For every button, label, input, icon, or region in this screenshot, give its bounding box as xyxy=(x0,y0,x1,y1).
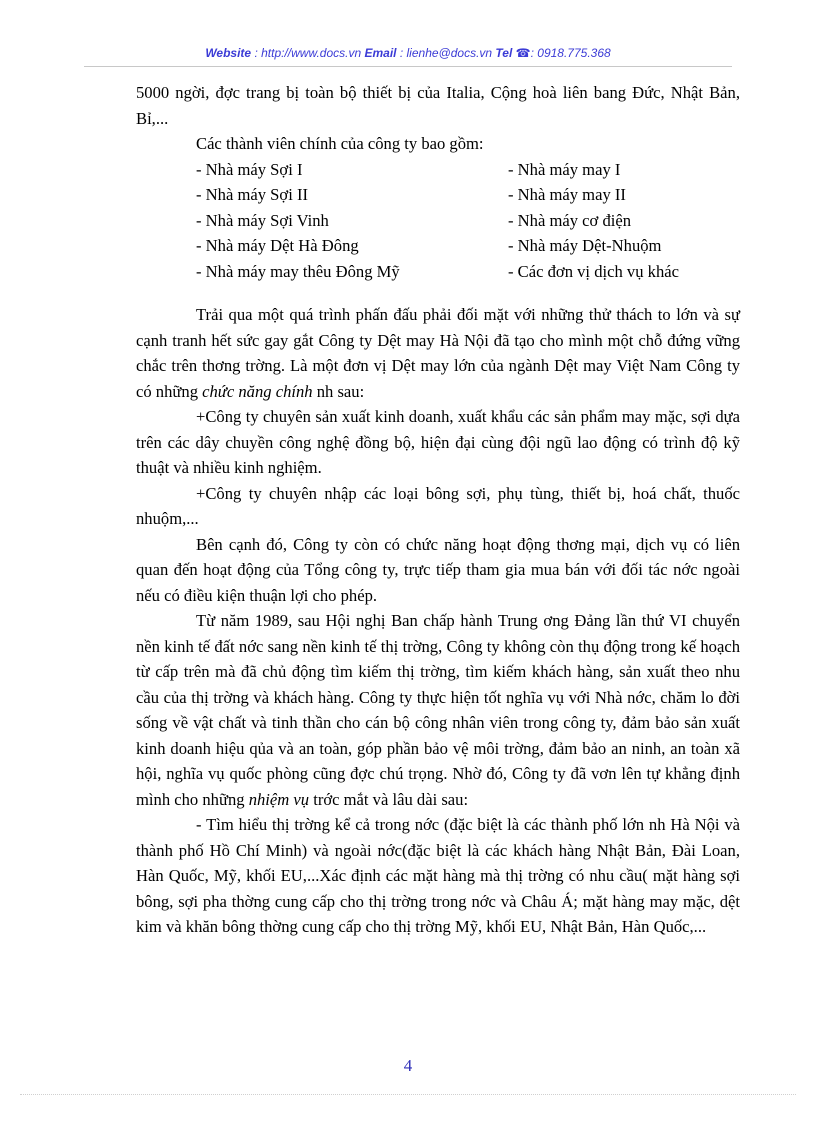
website-value: : http://www.docs.vn xyxy=(251,46,365,60)
member-right: - Nhà máy Dệt-Nhuộm xyxy=(508,236,662,255)
website-label: Website xyxy=(205,46,252,60)
member-left: - Nhà máy Sợi Vinh xyxy=(196,210,329,230)
tel-value: : 0918.775.368 xyxy=(530,46,611,60)
member-right: - Nhà máy may I xyxy=(508,159,621,179)
list-item xyxy=(196,259,740,285)
member-left: - Nhà máy Dệt Hà Đông xyxy=(196,236,359,255)
list-item xyxy=(196,182,740,208)
text-run: nh sau: xyxy=(312,381,365,401)
members-list xyxy=(196,157,740,285)
tel-label: Tel ☎ xyxy=(495,46,531,60)
member-left: - Nhà máy Sợi I xyxy=(196,159,303,179)
paragraph-trade: Bên cạnh đó, Công ty còn có chức năng hoạt động thơng mại, dịch vụ có liên quan đến hoạt động của Tổng công ty, trực tiếp tham gia mua bán với đối tác nớc ngoài nếu có điều kiện thuận lợi cho phép. xyxy=(136,534,740,605)
list-item xyxy=(196,233,740,259)
member-left: - Nhà máy Sợi II xyxy=(196,185,308,204)
list-item xyxy=(196,208,740,234)
paragraph-import: +Công ty chuyên nhập các loại bông sợi, phụ tùng, thiết bị, hoá chất, thuốc nhuộm,... xyxy=(136,483,740,528)
text-run: trớc mắt và lâu dài sau: xyxy=(309,789,469,809)
page-header xyxy=(0,46,816,60)
member-right: - Nhà máy cơ điện xyxy=(508,210,632,230)
footer-divider xyxy=(20,1094,796,1095)
paragraph-production: +Công ty chuyên sản xuất kinh doanh, xuất khẩu các sản phẩm may mặc, sợi dựa trên các dây chuyền công nghệ đồng bộ, hiện đại cùng đội ngũ lao động có trình độ kỹ thuật và nhiều kinh nghiệm. xyxy=(136,407,740,477)
member-right: - Các đơn vị dịch vụ khác xyxy=(508,261,679,281)
paragraph-functions xyxy=(136,302,740,404)
text-run: Từ năm 1989, sau Hội nghị Ban chấp hành Trung ơng Đảng lần thứ VI chuyển nền kinh tế đất nớc sang nền kinh tế thị trờng, Công ty không còn thụ động trong kế hoạch từ cấp trên mà đã chủ động tìm kiếm thị trờng, tìm kiếm khách hàng, sản xuất theo nhu cầu của thị trờng và khách hàng. Công ty thực hiện tốt nghĩa vụ với Nhà nớc, chăm lo đời sống về vật chất và tinh thần cho cán bộ công nhân viên trong công ty, đảm bảo sản xuất kinh doanh hiệu qủa và an toàn, góp phần bảo vệ môi trờng, đảm bảo an ninh, an toàn xã hội, nghĩa vụ quốc phòng cũng đợc chú trọng. Nhờ đó, Công ty đã vơn lên tự khẳng định mình cho những xyxy=(136,611,740,809)
header-divider xyxy=(84,66,732,67)
italic-term: nhiệm vụ xyxy=(248,789,310,809)
email-label: Email xyxy=(364,46,397,60)
page-number: 4 xyxy=(403,1056,413,1075)
list-item xyxy=(196,157,740,183)
member-left: - Nhà máy may thêu Đông Mỹ xyxy=(196,261,400,281)
email-value: : lienhe@docs.vn xyxy=(396,46,496,60)
paragraph-market: - Tìm hiểu thị trờng kể cả trong nớc (đặc biệt là các thành phố lớn nh Hà Nội và thành phố Hồ Chí Minh) và ngoài nớc(đặc biệt là các khách hàng Nhật Bản, Đài Loan, Hàn Quốc, Mỹ, khối EU,...Xác định các mặt hàng mà thị trờng có nhu cầu( mặt hàng sợi bông, sợi pha thờng cung cấp cho thị trờng trong nớc và Châu Á; mặt hàng may mặc, dệt kim và khăn bông thờng cung cấp cho thị trờng Mỹ, khối EU, Nhật Bản, Hàn Quốc,... xyxy=(136,815,740,936)
document-body xyxy=(136,80,740,940)
paragraph-history xyxy=(136,608,740,812)
italic-term: chức năng chính xyxy=(202,381,313,401)
members-intro: Các thành viên chính của công ty bao gồm: xyxy=(196,134,484,153)
member-right: - Nhà máy may II xyxy=(508,185,626,204)
text-run: Trải qua một quá trình phấn đấu phải đối mặt với những thử thách to lớn và sự cạnh tranh hết sức gay gắt Công ty Dệt may Hà Nội đã tạo cho mình một chỗ đứng vững chắc trên thơng trờng. Là một đơn vị Dệt may lớn của ngành Dệt may Việt Nam Công ty có những xyxy=(136,305,740,401)
paragraph-intro: 5000 ngời, đợc trang bị toàn bộ thiết bị của Italia, Cộng hoà liên bang Đức, Nhật Bản, Bỉ,... xyxy=(136,83,740,128)
